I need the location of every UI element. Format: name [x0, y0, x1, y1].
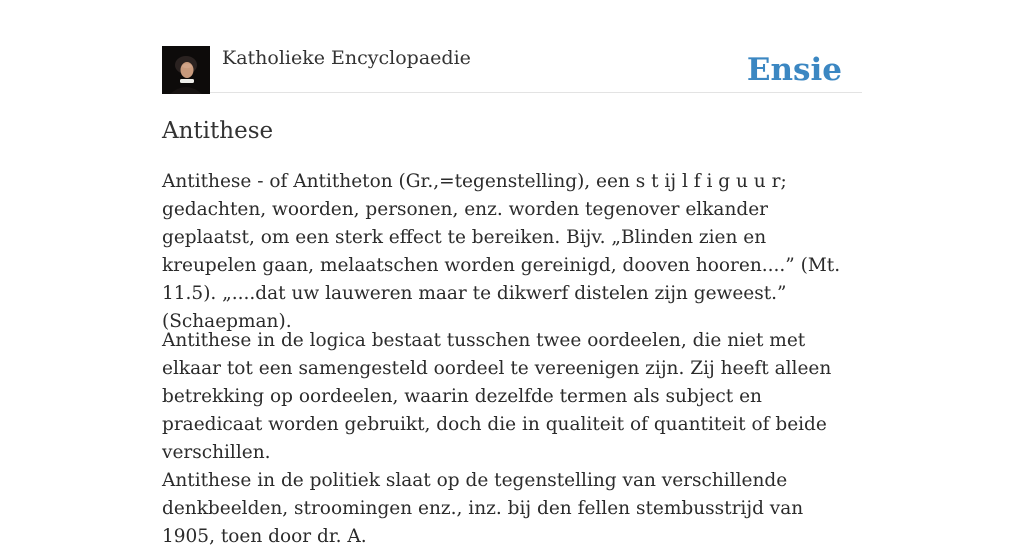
portrait-image — [162, 46, 210, 94]
site-name[interactable]: Katholieke Encyclopaedie — [222, 47, 471, 69]
article-paragraph: Antithese in de logica bestaat tusschen twee oordeelen, die niet met elkaar tot een samengesteld oordeel te vereenigen zijn. Zij heeft alleen betrekking op oordeelen, waarin dezelfde termen als subject en praedicaat worden gebruikt, doch die in qualiteit of quantiteit of beide verschillen. — [162, 330, 832, 463]
article-paragraph: Antithese in de politiek slaat op de tegenstelling van verschillende denkbeelden, stroomingen enz., inz. bij den fellen stembusstrijd van 1905, toen door dr. A. — [162, 470, 804, 547]
page-container — [162, 0, 862, 547]
page-title: Antithese — [162, 118, 274, 144]
brand-logo-link[interactable]: Ensie — [746, 52, 842, 88]
portrait-avatar-icon[interactable] — [162, 46, 210, 94]
article-body — [162, 168, 862, 551]
site-header — [162, 46, 862, 93]
article-paragraph: Antithese - of Antitheton (Gr.,=tegenstelling), een s t ij l f i g u u r; gedachten, woorden, personen, enz. worden tegenover elkander geplaatst, om een sterk effect te bereiken. Bijv. „Blinden zien en kreupelen gaan, melaatschen worden gereinigd, dooven hooren....” (Mt. 11.5). „....dat uw lauweren maar te dikwerf distelen zijn geweest.” (Schaepman). — [162, 171, 841, 332]
